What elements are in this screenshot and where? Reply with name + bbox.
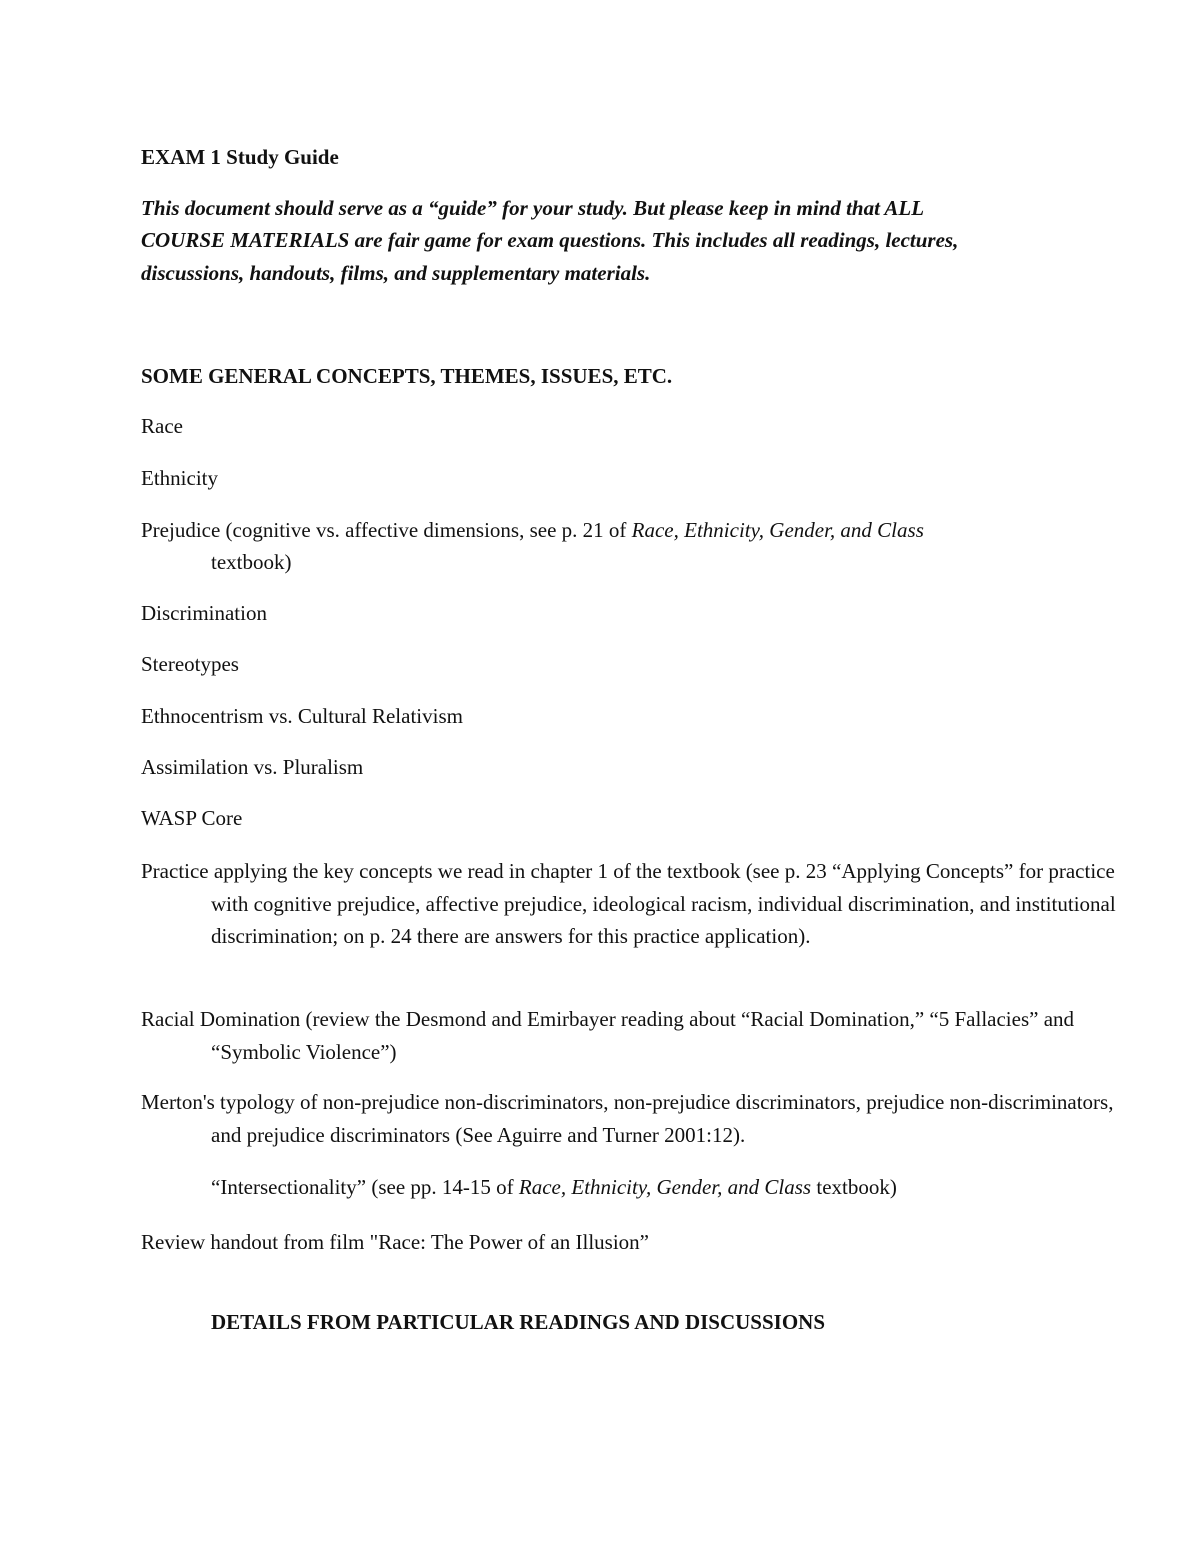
item-practice: Practice applying the key concepts we read in chapter 1 of the textbook (see p. 23 “Applying Concepts” for practice with cognitive prejudice, affective prejudice, ideological racism, individual discrimination, and institutional discrimination; on p. 24 there are answers for this practice application). [141, 859, 1116, 948]
item-ethnicity: Ethnicity [141, 466, 218, 490]
section-heading-details: DETAILS FROM PARTICULAR READINGS AND DISCUSSIONS [211, 1310, 826, 1334]
item-discrimination: Discrimination [141, 601, 267, 625]
prejudice-text: Prejudice (cognitive vs. affective dimensions, see p. 21 of [141, 518, 632, 542]
item-stereotypes: Stereotypes [141, 652, 239, 676]
item-intersectionality [211, 1171, 897, 1203]
intro-line-1: This document should serve as a “guide” for your study. But please keep in mind that ALL [141, 196, 925, 220]
item-review-handout: Review handout from film "Race: The Power of an Illusion” [141, 1230, 649, 1254]
section-heading-general-concepts: SOME GENERAL CONCEPTS, THEMES, ISSUES, ETC. [141, 364, 673, 388]
document-title: EXAM 1 Study Guide [141, 145, 339, 169]
intro-line-3: discussions, handouts, films, and supplementary materials. [141, 261, 651, 285]
item-merton-typology: Merton's typology of non-prejudice non-discriminators, non-prejudice discriminators, prejudice non-discriminators, and prejudice discriminators (See Aguirre and Turner 2001:12). [141, 1090, 1114, 1147]
textbook-title: Race, Ethnicity, Gender, and Class [518, 1175, 812, 1199]
item-prejudice [141, 514, 924, 546]
intersectionality-suffix: textbook) [811, 1175, 897, 1199]
item-assimilation: Assimilation vs. Pluralism [141, 755, 364, 779]
intro-line-2: COURSE MATERIALS are fair game for exam questions. This includes all readings, lectures, [141, 228, 959, 252]
intersectionality-text: “Intersectionality” (see pp. 14-15 of [211, 1175, 519, 1199]
item-race: Race [141, 414, 183, 438]
textbook-title: Race, Ethnicity, Gender, and Class [631, 518, 924, 542]
item-prejudice-continued: textbook) [211, 550, 292, 574]
item-ethnocentrism: Ethnocentrism vs. Cultural Relativism [141, 704, 463, 728]
item-wasp-core: WASP Core [141, 806, 243, 830]
item-racial-domination: Racial Domination (review the Desmond and Emirbayer reading about “Racial Domination,” “5 Fallacies” and “Symbolic Violence”) [141, 1007, 1075, 1064]
